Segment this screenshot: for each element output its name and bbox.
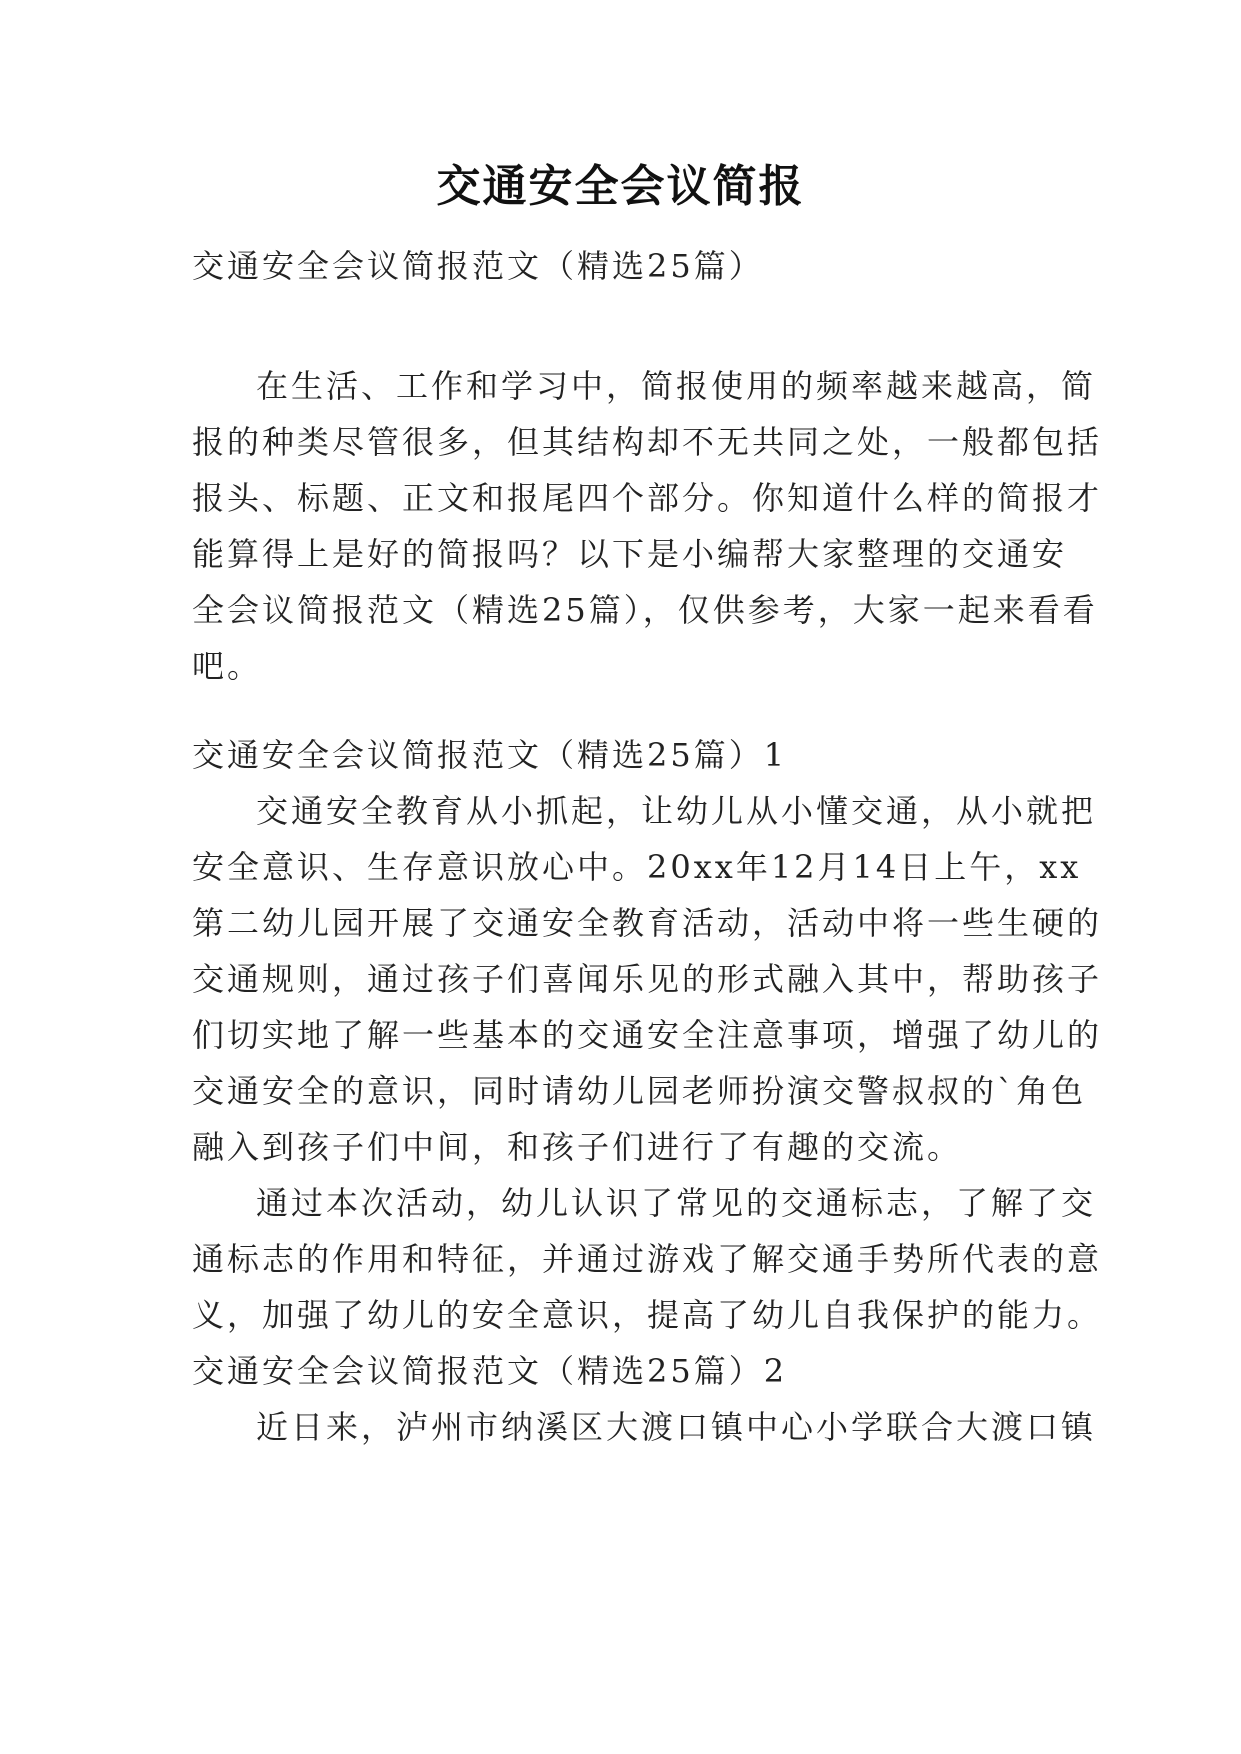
section-1-heading: 交通安全会议简报范文（精选25篇）1 — [192, 736, 788, 774]
document-title: 交通安全会议简报 — [436, 161, 805, 212]
section-1-paragraph-1-line: 融入到孩子们中间，和孩子们进行了有趣的交流。 — [192, 1128, 963, 1166]
intro-line: 报头、标题、正文和报尾四个部分。你知道什么样的简报才 — [192, 479, 1103, 517]
document-subtitle — [192, 238, 1052, 294]
section-1-paragraph-1-line: 安全意识、生存意识放心中。20xx年12月14日上午，xx — [192, 848, 1082, 886]
intro-line: 报的种类尽管很多，但其结构却不无共同之处，一般都包括 — [192, 423, 1103, 461]
section-2-paragraph-1-line: 近日来，泸州市纳溪区大渡口镇中心小学联合大渡口镇 — [256, 1408, 1097, 1446]
section-1-paragraph-1-line: 交通规则，通过孩子们喜闻乐见的形式融入其中，帮助孩子 — [192, 960, 1103, 998]
intro-line: 全会议简报范文（精选25篇），仅供参考，大家一起来看看 — [192, 591, 1098, 629]
section-1-paragraph-1-line: 交通安全教育从小抓起，让幼儿从小懂交通，从小就把 — [256, 792, 1097, 830]
intro-line: 在生活、工作和学习中，简报使用的频率越来越高，简 — [256, 367, 1097, 405]
intro-line: 能算得上是好的简报吗？以下是小编帮大家整理的交通安 — [192, 535, 1068, 573]
section-2-heading: 交通安全会议简报范文（精选25篇）2 — [192, 1352, 788, 1390]
section-1-paragraph-1-line: 交通安全的意识，同时请幼儿园老师扮演交警叔叔的`角色 — [192, 1072, 1087, 1110]
section-1-paragraph-2-line: 义，加强了幼儿的安全意识，提高了幼儿自我保护的能力。 — [192, 1296, 1103, 1334]
intro-paragraph — [192, 358, 1103, 694]
section-1-paragraph-1-line: 第二幼儿园开展了交通安全教育活动，活动中将一些生硬的 — [192, 904, 1103, 942]
intro-line: 吧。 — [192, 647, 263, 685]
section-1-paragraph-1-line: 们切实地了解一些基本的交通安全注意事项，增强了幼儿的 — [192, 1016, 1103, 1054]
subtitle-line: 交通安全会议简报范文（精选25篇） — [192, 247, 764, 285]
section-1-paragraph-2-line: 通标志的作用和特征，并通过游戏了解交通手势所代表的意 — [192, 1240, 1103, 1278]
section-1 — [192, 727, 1103, 1455]
section-1-paragraph-2-line: 通过本次活动，幼儿认识了常见的交通标志，了解了交 — [256, 1184, 1097, 1222]
